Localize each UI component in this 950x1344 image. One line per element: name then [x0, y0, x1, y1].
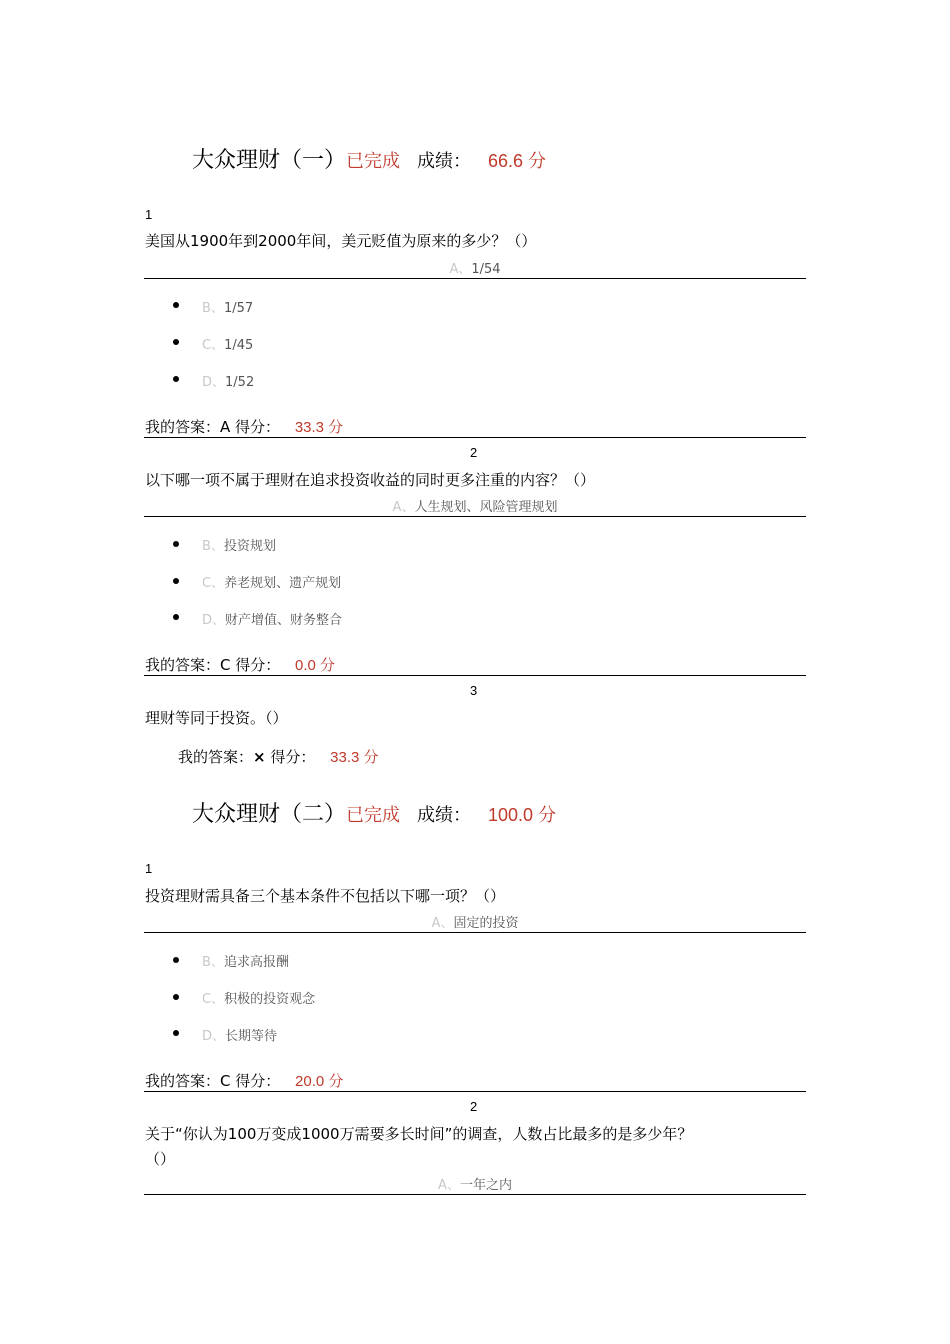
divider: [144, 1194, 806, 1195]
score-label: 成绩：: [417, 151, 472, 172]
answer-label: 我的答案：: [178, 748, 254, 766]
option-letter: A: [431, 916, 441, 931]
option-d[interactable]: [202, 371, 254, 390]
question-text: 以下哪一项不属于理财在追求投资收益的同时更多注重的内容？（）: [145, 471, 596, 489]
answer-score: 0.0 分: [295, 657, 336, 674]
option-text: 一年之内: [459, 1178, 512, 1193]
option-letter: B: [202, 301, 211, 316]
question-number: 2: [470, 1099, 478, 1114]
answer-label: 我的答案：A 得分：: [145, 418, 281, 436]
option-separator: 、: [401, 500, 415, 515]
option-letter: B: [202, 955, 211, 970]
option-text: 1/45: [224, 338, 254, 353]
option-separator: 、: [210, 539, 224, 554]
option-text: 人生规划、风险管理规划: [414, 500, 558, 515]
option-b[interactable]: [202, 297, 253, 316]
bullet-icon: [173, 614, 179, 620]
question-number: 1: [145, 207, 153, 222]
option-text: 长期等待: [225, 1029, 278, 1044]
option-text: 固定的投资: [453, 916, 519, 931]
wrong-mark-icon: ×: [253, 748, 266, 766]
option-separator: 、: [210, 301, 224, 316]
section-title: [192, 143, 546, 174]
answer-label: 我的答案：C 得分：: [145, 656, 281, 674]
option-letter: A: [449, 262, 459, 277]
my-answer: [145, 416, 343, 437]
status-badge: 已完成: [346, 805, 401, 826]
option-text: 1/52: [225, 375, 255, 390]
my-answer: [145, 654, 335, 675]
option-c[interactable]: [202, 572, 341, 591]
option-d[interactable]: [202, 1025, 277, 1044]
option-letter: A: [392, 500, 402, 515]
option-a[interactable]: [145, 912, 805, 931]
bullet-icon: [173, 578, 179, 584]
option-separator: 、: [211, 338, 225, 353]
bullet-icon: [173, 302, 179, 308]
bullet-icon: [173, 1030, 179, 1036]
question-number: 3: [470, 683, 478, 698]
option-letter: C: [202, 338, 212, 353]
option-a[interactable]: [145, 258, 805, 277]
score-value: 66.6 分: [488, 151, 547, 171]
my-answer: [145, 1070, 343, 1091]
option-c[interactable]: [202, 988, 315, 1007]
status-badge: 已完成: [346, 151, 401, 172]
divider: [144, 675, 806, 676]
option-text: 财产增值、财务整合: [225, 613, 343, 628]
divider: [144, 278, 806, 279]
divider: [144, 437, 806, 438]
option-a[interactable]: [145, 1174, 805, 1193]
score-value: 100.0 分: [488, 805, 557, 825]
option-b[interactable]: [202, 951, 289, 970]
section-title: [192, 797, 556, 828]
score-label: 得分：: [270, 748, 316, 766]
divider: [144, 932, 806, 933]
option-letter: D: [202, 375, 213, 390]
option-text: 追求高报酬: [223, 955, 289, 970]
option-separator: 、: [440, 916, 454, 931]
section-title-text: 大众理财（二）: [192, 802, 347, 827]
option-a[interactable]: [145, 496, 805, 515]
option-separator: 、: [211, 576, 225, 591]
question-number: 1: [145, 861, 153, 876]
option-text: 1/57: [223, 301, 254, 316]
question-text: 投资理财需具备三个基本条件不包括以下哪一项？（）: [145, 887, 506, 905]
option-letter: C: [202, 576, 212, 591]
question-text: 美国从1900年到2000年间，美元贬值为原来的多少？（）: [145, 232, 537, 250]
option-letter: B: [202, 539, 211, 554]
option-d[interactable]: [202, 609, 342, 628]
bullet-icon: [173, 541, 179, 547]
bullet-icon: [173, 994, 179, 1000]
question-text-cont: （）: [145, 1150, 176, 1168]
option-text: 养老规划、遗产规划: [224, 576, 342, 591]
divider: [144, 516, 806, 517]
answer-score: 20.0 分: [295, 1073, 344, 1090]
score-label: 成绩：: [417, 805, 472, 826]
bullet-icon: [173, 957, 179, 963]
section-title-text: 大众理财（一）: [192, 148, 347, 173]
option-letter: C: [202, 992, 212, 1007]
answer-label: 我的答案：C 得分：: [145, 1072, 281, 1090]
option-separator: 、: [212, 1029, 226, 1044]
option-b[interactable]: [202, 535, 276, 554]
option-text: 1/54: [471, 262, 501, 277]
question-number: 2: [470, 445, 478, 460]
option-c[interactable]: [202, 334, 253, 353]
bullet-icon: [173, 339, 179, 345]
answer-score: 33.3 分: [294, 419, 344, 436]
option-separator: 、: [212, 375, 226, 390]
option-separator: 、: [211, 992, 225, 1007]
option-separator: 、: [212, 613, 226, 628]
question-text: 关于“你认为100万变成1000万需要多长时间”的调查，人数占比最多的是多少年？: [145, 1125, 693, 1143]
divider: [144, 1091, 806, 1092]
answer-score: 33.3 分: [330, 749, 379, 766]
my-answer: [178, 746, 379, 767]
option-text: 投资规划: [223, 539, 276, 554]
option-letter: D: [202, 613, 213, 628]
option-letter: A: [438, 1178, 447, 1193]
option-separator: 、: [210, 955, 224, 970]
option-letter: D: [202, 1029, 213, 1044]
option-separator: 、: [458, 262, 472, 277]
bullet-icon: [173, 376, 179, 382]
option-text: 积极的投资观念: [224, 992, 316, 1007]
question-text: 理财等同于投资。（）: [145, 709, 288, 727]
option-separator: 、: [446, 1178, 460, 1193]
